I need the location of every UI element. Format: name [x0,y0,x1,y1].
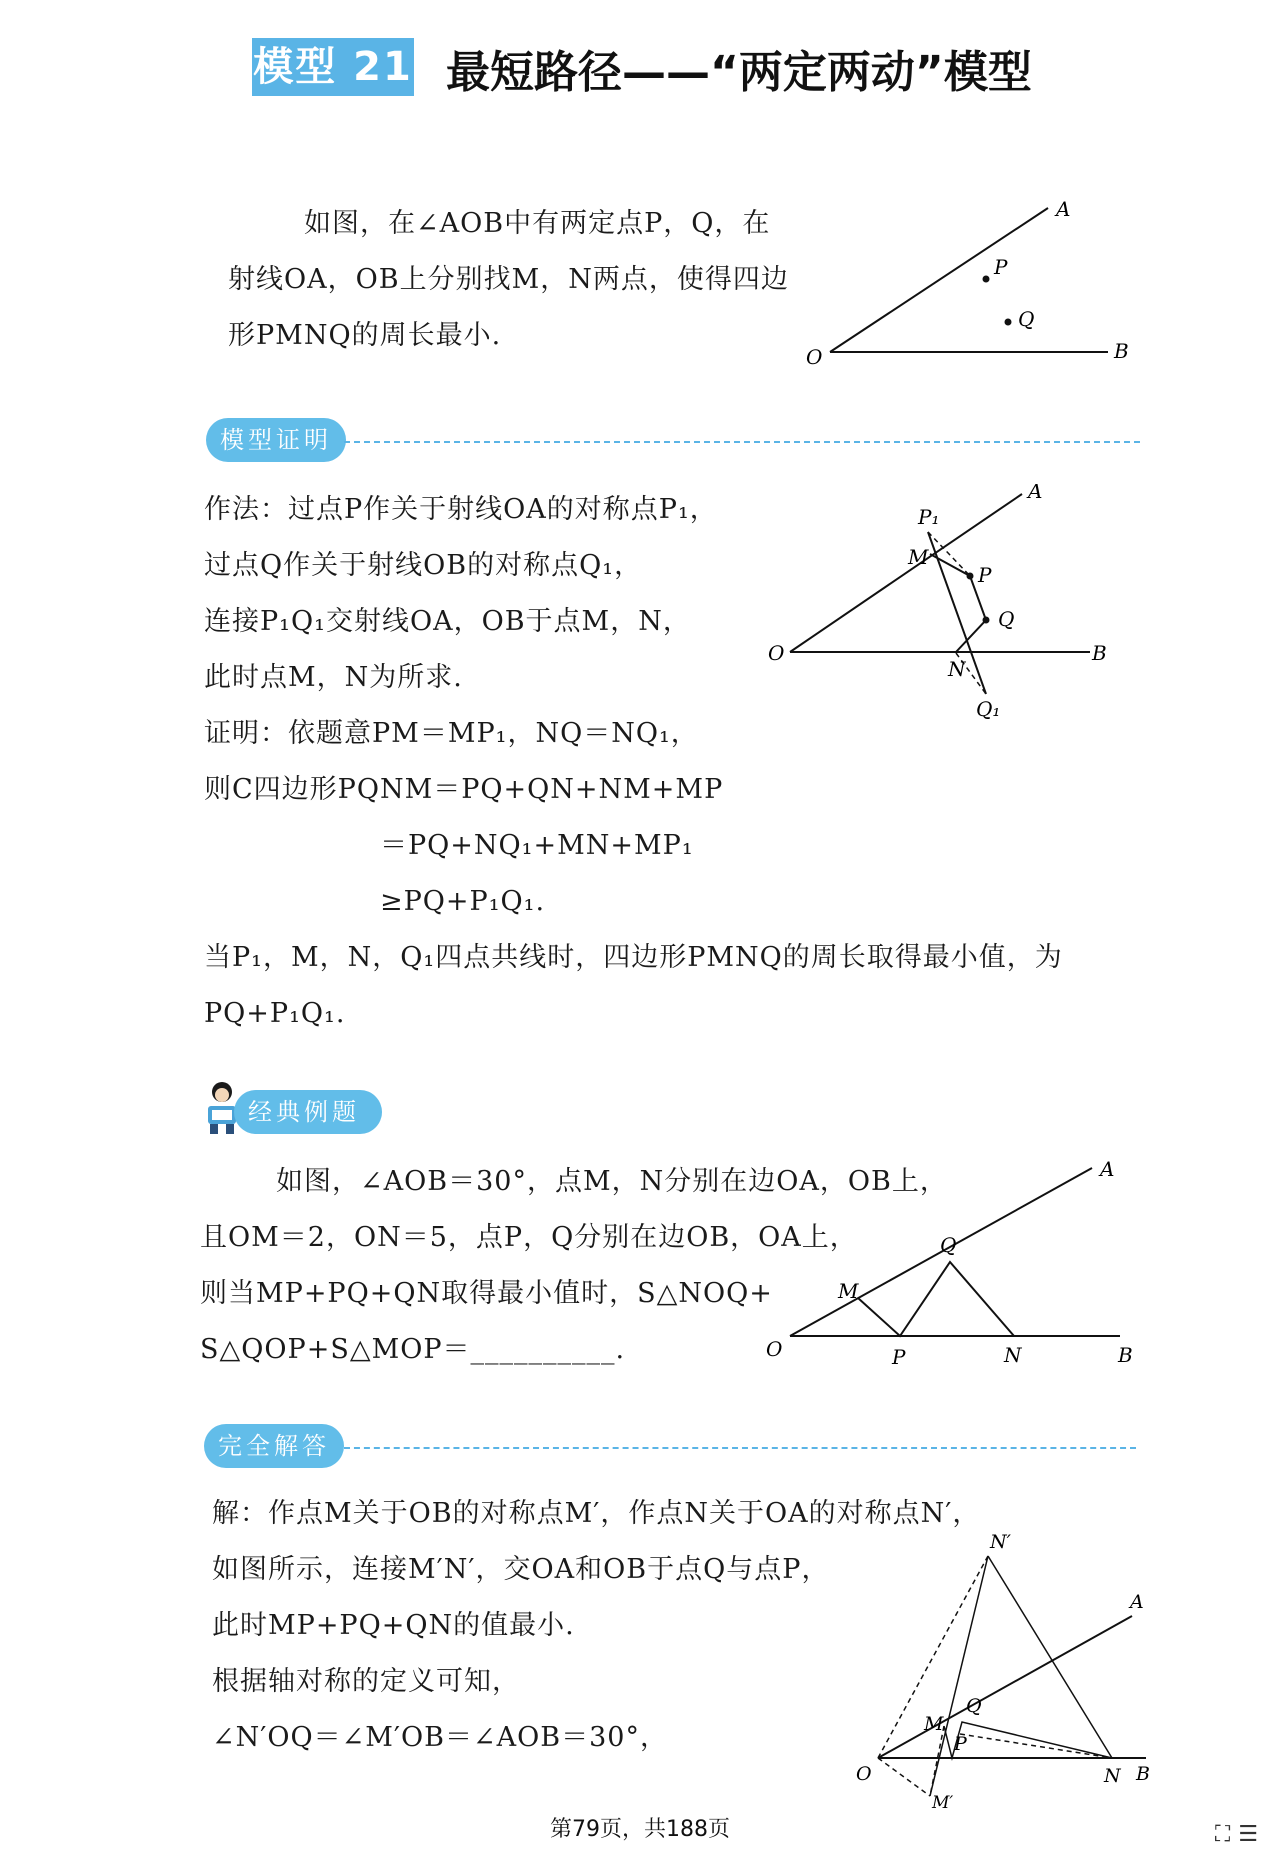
path-mpqn [858,1262,1014,1336]
label-p: P [978,563,992,587]
solution-line: ∠N′OQ＝∠M′OB＝∠AOB＝30°， [212,1722,668,1753]
label-b: B [1136,1763,1150,1785]
model-badge: 模型 21 [252,38,414,96]
example-line: S△QOP+S△MOP＝__________. [200,1334,626,1365]
point-q [983,617,990,624]
label-a: A [1028,484,1043,503]
solution-line: 此时MP+PQ+QN的值最小. [212,1610,575,1641]
label-o: O [806,345,823,369]
section-divider [344,1447,1136,1449]
label-q: Q [1018,307,1035,331]
proof-line: 此时点M，N为所求. [204,662,463,693]
label-n: N [1104,1765,1121,1787]
label-q: Q [966,1695,982,1717]
page-number: 第79页，共188页 [550,1817,730,1842]
solution-line: 如图所示，连接M′N′，交OA和OB于点Q与点P， [212,1554,830,1585]
label-m-prime: M′ [932,1793,954,1808]
problem-text [228,196,789,364]
ray-oa [830,208,1048,352]
label-m: M [908,545,929,569]
label-n-prime: N′ [990,1531,1011,1553]
menu-icon[interactable]: ☰ [1238,1822,1266,1847]
problem-line: 如图，在∠AOB中有两定点P，Q，在 [304,208,771,239]
label-a: A [1100,1158,1115,1181]
fullscreen-icon[interactable]: ⛶ [1214,1822,1239,1847]
ray-oa [878,1616,1132,1758]
proof-line: ≥PQ+P₁Q₁. [380,886,546,917]
label-m: M [838,1279,859,1303]
figure-angle-two-points [790,196,1150,376]
label-b: B [1114,339,1129,363]
label-n: N [1004,1343,1022,1367]
point-p [967,573,974,580]
label-p: P [994,255,1008,279]
point-p [983,276,990,283]
figure-reflection-proof [760,484,1140,724]
viewer-controls[interactable] [1215,1822,1266,1847]
label-q1: Q₁ [976,697,1001,721]
example-line: 则当MP+PQ+QN取得最小值时，S△NOQ+ [200,1278,773,1309]
proof-line: 过点Q作关于射线OB的对称点Q₁， [204,550,643,581]
section-tag-proof: 模型证明 [206,418,346,462]
label-q: Q [998,607,1015,631]
proof-line: 作法：过点P作关于射线OA的对称点P₁， [204,494,718,525]
label-n: N [948,657,966,681]
path-mpqn [944,1722,1112,1758]
section-tag-example: 经典例题 [234,1090,382,1134]
example-line: 且OM＝2，ON＝5，点P，Q分别在边OB，OA上， [200,1222,858,1253]
label-m: M [924,1713,944,1735]
label-b: B [1118,1343,1133,1367]
proof-line: 连接P₁Q₁交射线OA，OB于点M，N， [204,606,691,637]
proof-line: PQ+P₁Q₁. [204,998,346,1029]
example-line: 如图，∠AOB＝30°，点M，N分别在边OA，OB上， [276,1166,948,1197]
solution-line: 解：作点M关于OB的对称点M′，作点N关于OA的对称点N′， [212,1498,981,1529]
problem-line: 形PMNQ的周长最小. [228,320,502,351]
label-o: O [766,1337,783,1361]
proof-line: 则C四边形PQNM＝PQ+QN+NM+MP [204,774,724,805]
label-a: A [1056,197,1071,221]
proof-line: ＝PQ+NQ₁+MN+MP₁ [380,830,694,861]
label-q: Q [940,1233,957,1257]
solution-line: 根据轴对称的定义可知， [212,1666,520,1697]
point-q [1005,319,1012,326]
proof-line: 证明：依题意PM＝MP₁，NQ＝NQ₁， [204,718,699,749]
page-title: 最短路径——“两定两动”模型 [446,47,1032,98]
label-o: O [856,1763,872,1785]
problem-line: 射线OA，OB上分别找M，N两点，使得四边 [228,264,789,295]
label-p: P [892,1345,906,1369]
label-a: A [1130,1591,1144,1613]
section-tag-solution: 完全解答 [204,1424,344,1468]
figure-example [760,1158,1140,1380]
label-p1: P₁ [918,505,940,529]
section-divider [344,441,1140,443]
figure-solution [850,1526,1150,1808]
segment-qn [960,1734,1112,1758]
label-o: O [768,641,785,665]
label-b: B [1092,641,1107,665]
segment-n1n [988,1556,1112,1758]
proof-line: 当P₁，M，N，Q₁四点共线时，四边形PMNQ的周长取得最小值，为 [204,942,1063,973]
segment-om1 [878,1758,930,1796]
segment-n1m1 [930,1556,988,1796]
label-p: P [954,1733,967,1755]
